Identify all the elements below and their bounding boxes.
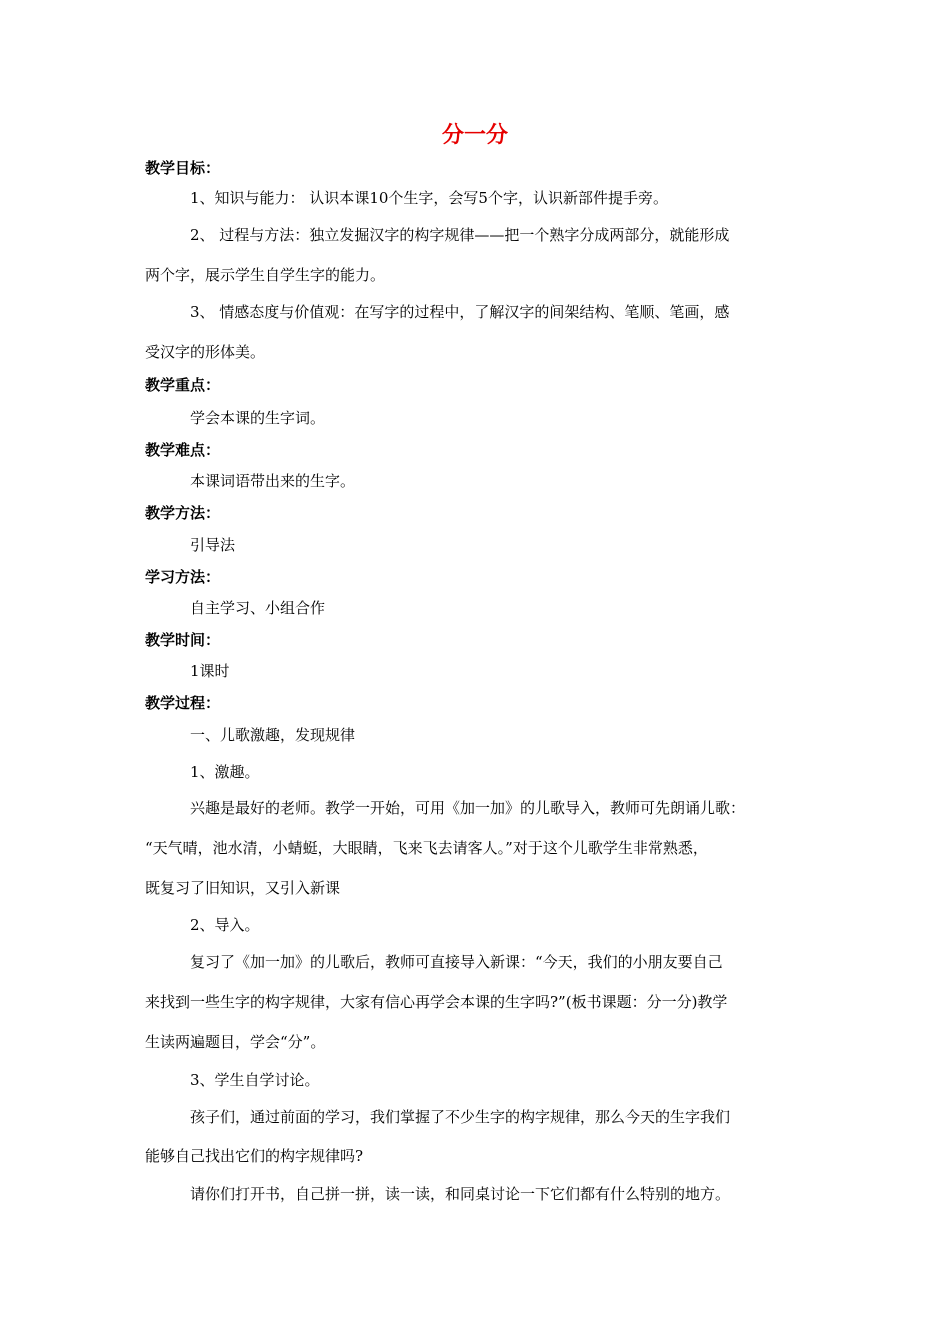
study-method-text: 自主学习、小组合作: [190, 599, 326, 617]
study-method-heading: 学习方法：: [145, 568, 221, 586]
process-paragraph-1-line-1: 兴趣是最好的老师。教学一开始，可用《加一加》的儿歌导入，教师可先朗诵儿歌：: [190, 799, 746, 817]
process-paragraph-4: 请你们打开书，自己拼一拼，读一读，和同桌讨论一下它们都有什么特别的地方。: [190, 1185, 731, 1203]
goal-3-line-2: 受汉字的形体美。: [145, 343, 266, 361]
difficult-points-text: 本课词语带出来的生字。: [190, 472, 356, 490]
process-item-1: 1、激趣。: [190, 763, 260, 781]
process-paragraph-1-line-2: “天气晴，池水清，小蜻蜓，大眼睛，飞来飞去请客人。”对于这个儿歌学生非常熟悉，: [145, 839, 708, 857]
page-title: 分一分: [441, 123, 508, 148]
process-paragraph-1-line-3: 既复习了旧知识，又引入新课: [145, 879, 341, 897]
process-paragraph-2-line-3: 生读两遍题目，学会“分”。: [145, 1033, 326, 1051]
teaching-time-heading: 教学时间：: [145, 631, 221, 649]
teaching-method-heading: 教学方法：: [145, 504, 221, 522]
process-step-1: 一、儿歌激趣，发现规律: [190, 726, 356, 744]
process-paragraph-2-line-1: 复习了《加一加》的儿歌后，教师可直接导入新课：“今天，我们的小朋友要自己: [190, 953, 723, 971]
goal-3-line-1: 3、 情感态度与价值观：在写字的过程中，了解汉字的间架结构、笔顺、笔画，感: [190, 303, 730, 321]
goal-2-line-1: 2、 过程与方法：独立发掘汉字的构字规律——把一个熟字分成两部分，就能形成: [190, 226, 730, 244]
teaching-process-heading: 教学过程：: [145, 694, 221, 712]
goals-heading: 教学目标：: [145, 159, 221, 177]
process-paragraph-2-line-2: 来找到一些生字的构字规律，大家有信心再学会本课的生字吗?”(板书课题：分一分)教学: [145, 993, 728, 1011]
teaching-time-text: 1课时: [190, 662, 230, 680]
process-paragraph-3-line-1: 孩子们，通过前面的学习，我们掌握了不少生字的构字规律，那么今天的生字我们: [190, 1108, 731, 1126]
teaching-method-text: 引导法: [190, 536, 236, 554]
process-item-2: 2、导入。: [190, 916, 260, 934]
key-points-text: 学会本课的生字词。: [190, 409, 326, 427]
difficult-points-heading: 教学难点：: [145, 441, 221, 459]
process-item-3: 3、学生自学讨论。: [190, 1071, 320, 1089]
process-paragraph-3-line-2: 能够自己找出它们的构字规律吗?: [145, 1147, 364, 1165]
key-points-heading: 教学重点：: [145, 376, 221, 394]
goal-2-line-2: 两个字，展示学生自学生字的能力。: [145, 266, 386, 284]
goal-1: 1、知识与能力： 认识本课10个生字，会写5个字，认识新部件提手旁。: [190, 189, 668, 207]
